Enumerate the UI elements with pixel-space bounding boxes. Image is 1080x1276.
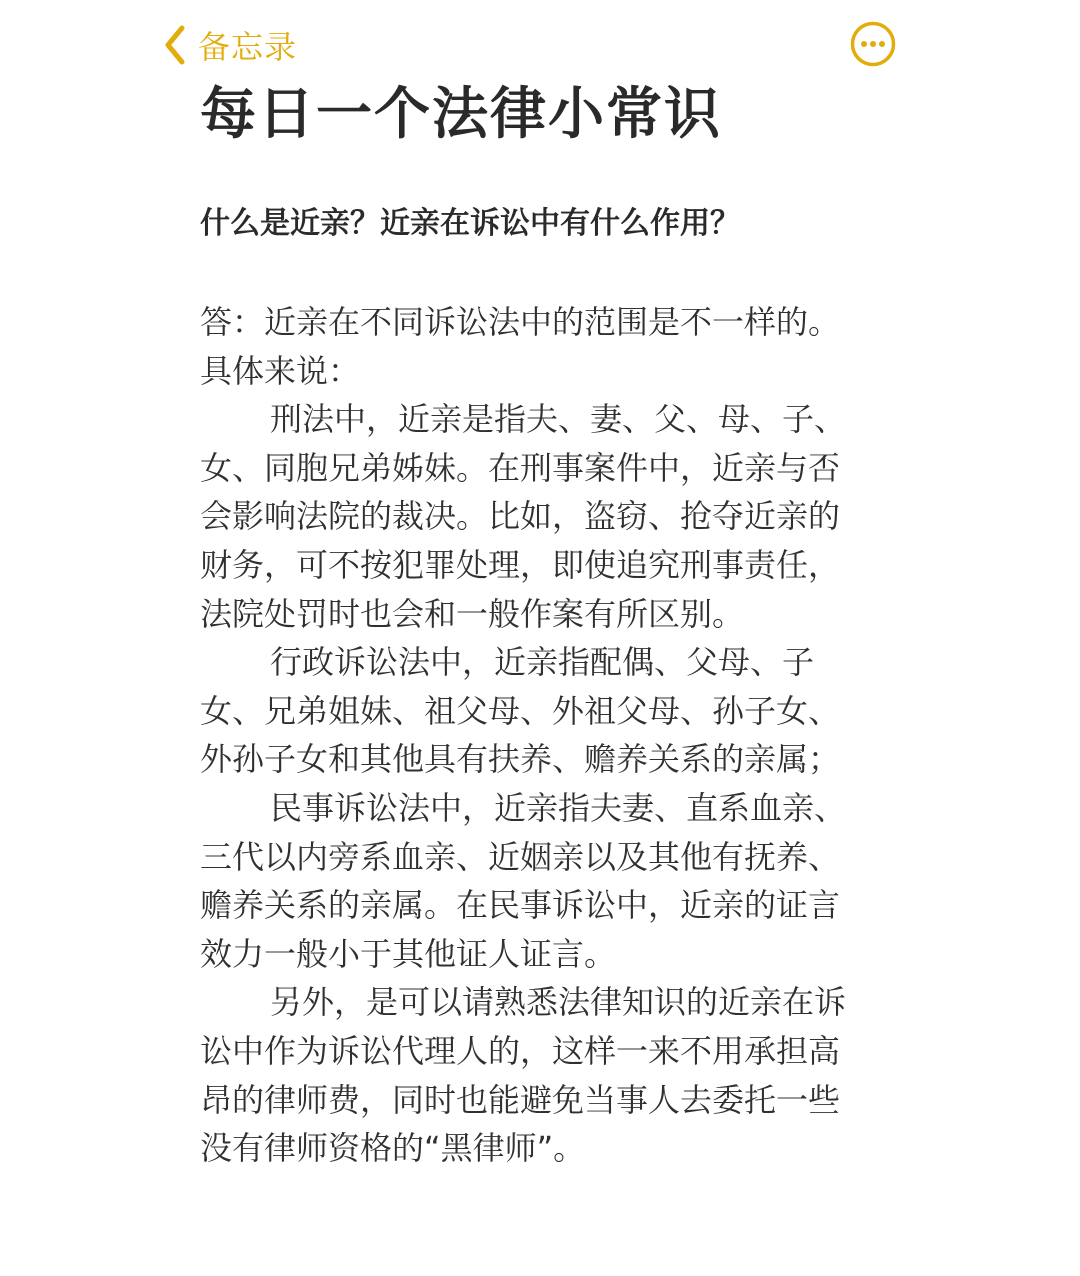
- paragraph-criminal-law: 刑法中，近亲是指夫、妻、父、母、子、女、同胞兄弟姊妹。在刑事案件中，近亲与否会影响法院的裁决。比如，盗窃、抢夺近亲的财务，可不按犯罪处理，即使追究刑事责任，法院处罚时也会和一般作案有所区别。: [200, 400, 847, 633]
- answer-intro: 答：近亲在不同诉讼法中的范围是不一样的。具体来说：: [200, 303, 841, 390]
- paragraph-additional-note: 另外，是可以请熟悉法律知识的近亲在诉讼中作为诉讼代理人的，这样一来不用承担高昂的律师费，同时也能避免当事人去委托一些没有律师资格的“黑律师”。: [200, 983, 847, 1168]
- back-button[interactable]: [164, 22, 297, 68]
- paragraph-administrative-law: 行政诉讼法中，近亲指配偶、父母、子女、兄弟姐妹、祖父母、外祖父母、孙子女、外孙子女和其他具有扶养、赡养关系的亲属；: [200, 643, 841, 779]
- note-body[interactable]: [200, 298, 865, 1173]
- navigation-bar: [0, 0, 1080, 90]
- note-title: 每日一个法律小常识: [200, 82, 722, 147]
- note-question: 什么是近亲？近亲在诉讼中有什么作用？: [200, 206, 740, 241]
- paragraph-civil-law: 民事诉讼法中，近亲指夫妻、直系血亲、三代以内旁系血亲、近姻亲以及其他有抚养、赡养关系的亲属。在民事诉讼中，近亲的证言效力一般小于其他证人证言。: [200, 788, 847, 973]
- ellipsis-circle-icon: [850, 21, 896, 67]
- more-options-button[interactable]: [850, 21, 896, 67]
- chevron-left-icon: [164, 25, 186, 65]
- back-label: 备忘录: [198, 28, 298, 66]
